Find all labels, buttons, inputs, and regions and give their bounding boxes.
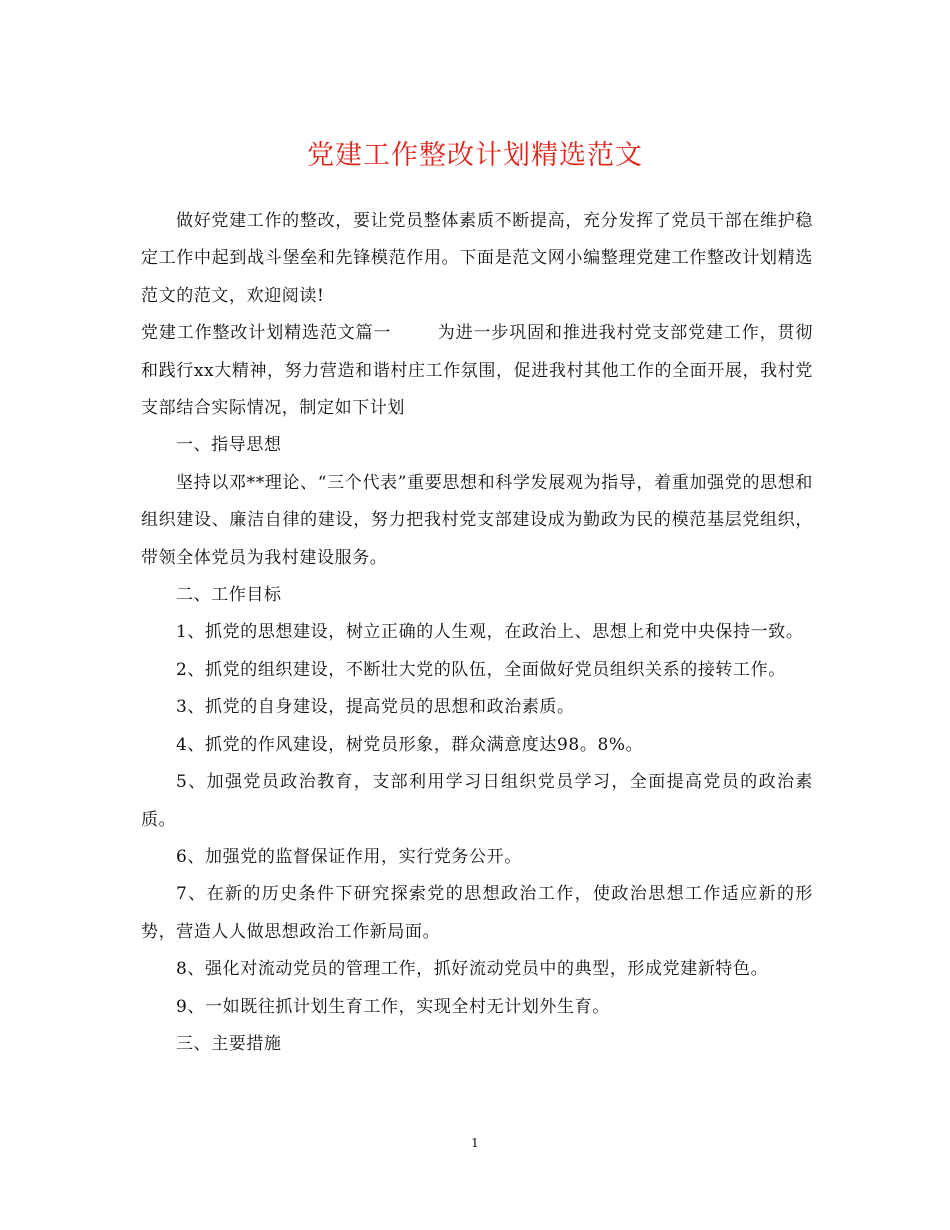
- intro-paragraph: 做好党建工作的整改，要让党员整体素质不断提高，充分发挥了党员干部在维护稳定工作中起到战斗堡垒和先锋模范作用。下面是范文网小编整理党建工作整改计划精选范文的范文，欢迎阅读!: [141, 211, 813, 306]
- goal-item: 4、抓党的作风建设，树党员形象，群众满意度达98。8%。: [176, 734, 644, 755]
- goal-item: 7、在新的历史条件下研究探索党的思想政治工作，使政治思想工作适应新的形势，营造人人做思想政治工作新局面。: [141, 884, 813, 942]
- goal-item: 6、加强党的监督保证作用，实行党务公开。: [176, 846, 522, 867]
- goal-item: 8、强化对流动党员的管理工作，抓好流动党员中的典型，形成党建新特色。: [176, 959, 769, 980]
- guiding-ideology-paragraph: 坚持以邓**理论、“三个代表”重要思想和科学发展观为指导，着重加强党的思想和组织建设、廉洁自律的建设，努力把我村党支部建设成为勤政为民的模范基层党组织，带领全体党员为我村建设服务。: [141, 472, 813, 568]
- goal-item: 3、抓党的自身建设，提高党员的思想和政治素质。: [176, 697, 575, 718]
- section-paragraph: [141, 315, 813, 427]
- goal-item: 1、抓党的思想建设，树立正确的人生观，在政治上、思想上和党中央保持一致。: [176, 622, 804, 643]
- goal-item: 5、加强党员政治教育，支部利用学习日组织党员学习，全面提高党员的政治素质。: [141, 772, 813, 830]
- heading-guiding-ideology: 一、指导思想: [176, 435, 282, 456]
- section-label: 党建工作整改计划精选范文篇一: [141, 323, 392, 344]
- goal-item: 9、一如既往抓计划生育工作，实现全村无计划外生育。: [176, 996, 610, 1017]
- goal-item: 2、抓党的组织建设，不断壮大党的队伍，全面做好党员组织关系的接转工作。: [176, 659, 786, 680]
- heading-main-measures: 三、主要措施: [176, 1033, 282, 1054]
- document-body: [141, 203, 813, 1063]
- section-text: 为进一步巩固和推进我村党支部党建工作，贯彻和践行xx大精神，努力营造和谐村庄工作氛围，促进我村其他工作的全面开展，我村党支部结合实际情况，制定如下计划: [141, 323, 813, 419]
- page-number: 1: [471, 1136, 479, 1150]
- document-title: 党建工作整改计划精选范文: [307, 140, 643, 171]
- heading-work-goals: 二、工作目标: [176, 585, 282, 606]
